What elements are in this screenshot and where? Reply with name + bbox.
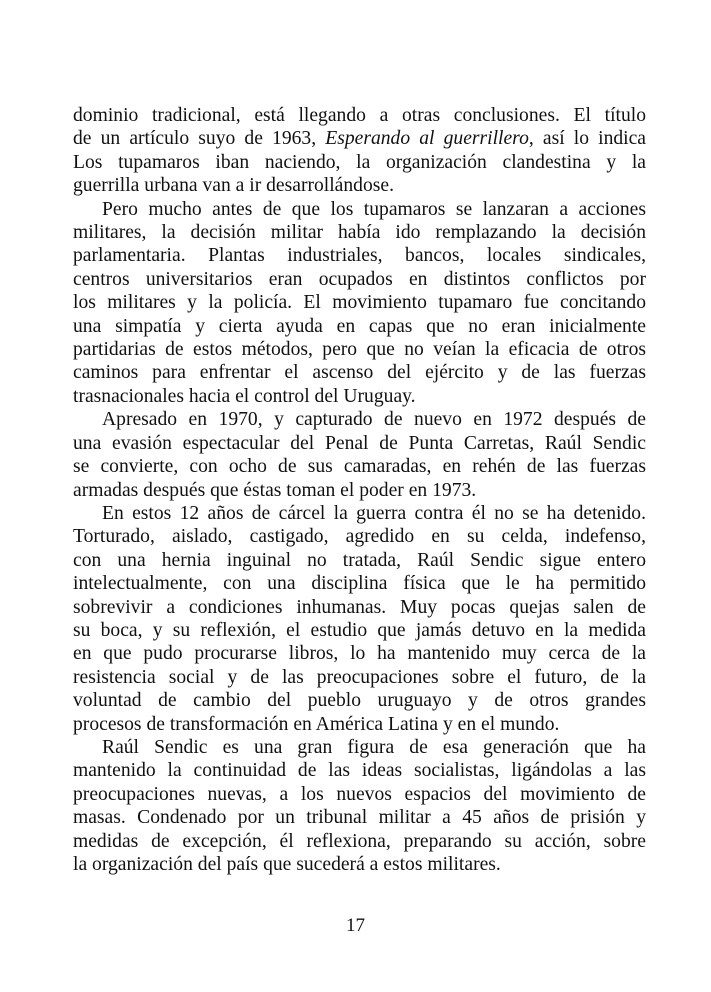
text-line: Raúl Sendic es una gran figura de esa generación que ha bbox=[102, 736, 646, 758]
text-line: Pero mucho antes de que los tupamaros se lanzaran a acciones bbox=[102, 198, 646, 220]
text-line: En estos 12 años de cárcel la guerra contra él no se ha detenido. bbox=[102, 502, 646, 524]
text-line: centros universitarios eran ocupados en distintos conflictos por bbox=[73, 268, 646, 290]
paragraph-5 bbox=[73, 736, 646, 876]
text-line: parlamentaria. Plantas industriales, bancos, locales sindicales, bbox=[73, 245, 646, 267]
text-line: procesos de transformación en América Latina y en el mundo. bbox=[73, 713, 560, 735]
page-number: 17 bbox=[346, 915, 365, 936]
text-line: con una hernia inguinal no tratada, Raúl Sendic sigue entero bbox=[73, 549, 646, 571]
paragraph-4 bbox=[73, 502, 646, 736]
italic-title: Esperando al guerrillero bbox=[325, 128, 529, 150]
text-line: la organización del país que sucederá a estos militares. bbox=[73, 854, 501, 875]
text-line: Torturado, aislado, castigado, agredido en su celda, indefenso, bbox=[73, 526, 646, 548]
text-line: trasnacionales hacia el control del Uruguay. bbox=[73, 385, 416, 407]
text-line: una simpatía y cierta ayuda en capas que no eran inicialmente bbox=[73, 315, 646, 337]
paragraph-2 bbox=[73, 198, 646, 409]
text-line: partidarias de estos métodos, pero que no veían la eficacia de otros bbox=[73, 339, 646, 361]
text-line: guerrilla urbana van a ir desarrollándose. bbox=[73, 175, 394, 197]
text-line: sobrevivir a condiciones inhumanas. Muy pocas quejas salen de bbox=[73, 596, 646, 618]
text-line: Los tupamaros iban naciendo, la organización clandestina y la bbox=[73, 151, 646, 173]
text-line: caminos para enfrentar el ascenso del ejército y de las fuerzas bbox=[73, 362, 646, 384]
text-line: resistencia social y de las preocupaciones sobre el futuro, de la bbox=[73, 666, 646, 688]
body-text bbox=[73, 104, 646, 876]
text-line: medidas de excepción, él reflexiona, preparando su acción, sobre bbox=[73, 830, 646, 852]
text-line: armadas después que éstas toman el poder en 1973. bbox=[73, 479, 477, 501]
text-line: mantenido la continuidad de las ideas socialistas, ligándolas a las bbox=[73, 760, 646, 782]
text-line: intelectualmente, con una disciplina física que le ha permitido bbox=[73, 573, 646, 595]
text-line: dominio tradicional, está llegando a otras conclusiones. El título bbox=[73, 105, 646, 126]
text-line: en que pudo procurarse libros, lo ha mantenido muy cerca de la bbox=[73, 643, 646, 665]
paragraph-1 bbox=[73, 104, 646, 198]
text-line: se convierte, con ocho de sus camaradas, en rehén de las fuerzas bbox=[73, 456, 646, 478]
text-line: preocupaciones nuevas, a los nuevos espacios del movimiento de bbox=[73, 783, 646, 805]
text-line: masas. Condenado por un tribunal militar a 45 años de prisión y bbox=[73, 807, 646, 829]
text-line: militares, la decisión militar había ido remplazando la decisión bbox=[73, 222, 646, 244]
text-line: voluntad de cambio del pueblo uruguayo y de otros grandes bbox=[73, 690, 646, 712]
text-line: Apresado en 1970, y capturado de nuevo en 1972 después de bbox=[102, 409, 646, 431]
paragraph-3 bbox=[73, 408, 646, 502]
text-line-with-italic-title: de un artículo suyo de 1963, Esperando al guerrillero, así lo indica bbox=[73, 128, 646, 150]
text-line: una evasión espectacular del Penal de Punta Carretas, Raúl Sendic bbox=[73, 432, 646, 454]
text-line: los militares y la policía. El movimiento tupamaro fue concitando bbox=[73, 292, 646, 314]
text-line: su boca, y su reflexión, el estudio que jamás detuvo en la medida bbox=[73, 619, 646, 641]
